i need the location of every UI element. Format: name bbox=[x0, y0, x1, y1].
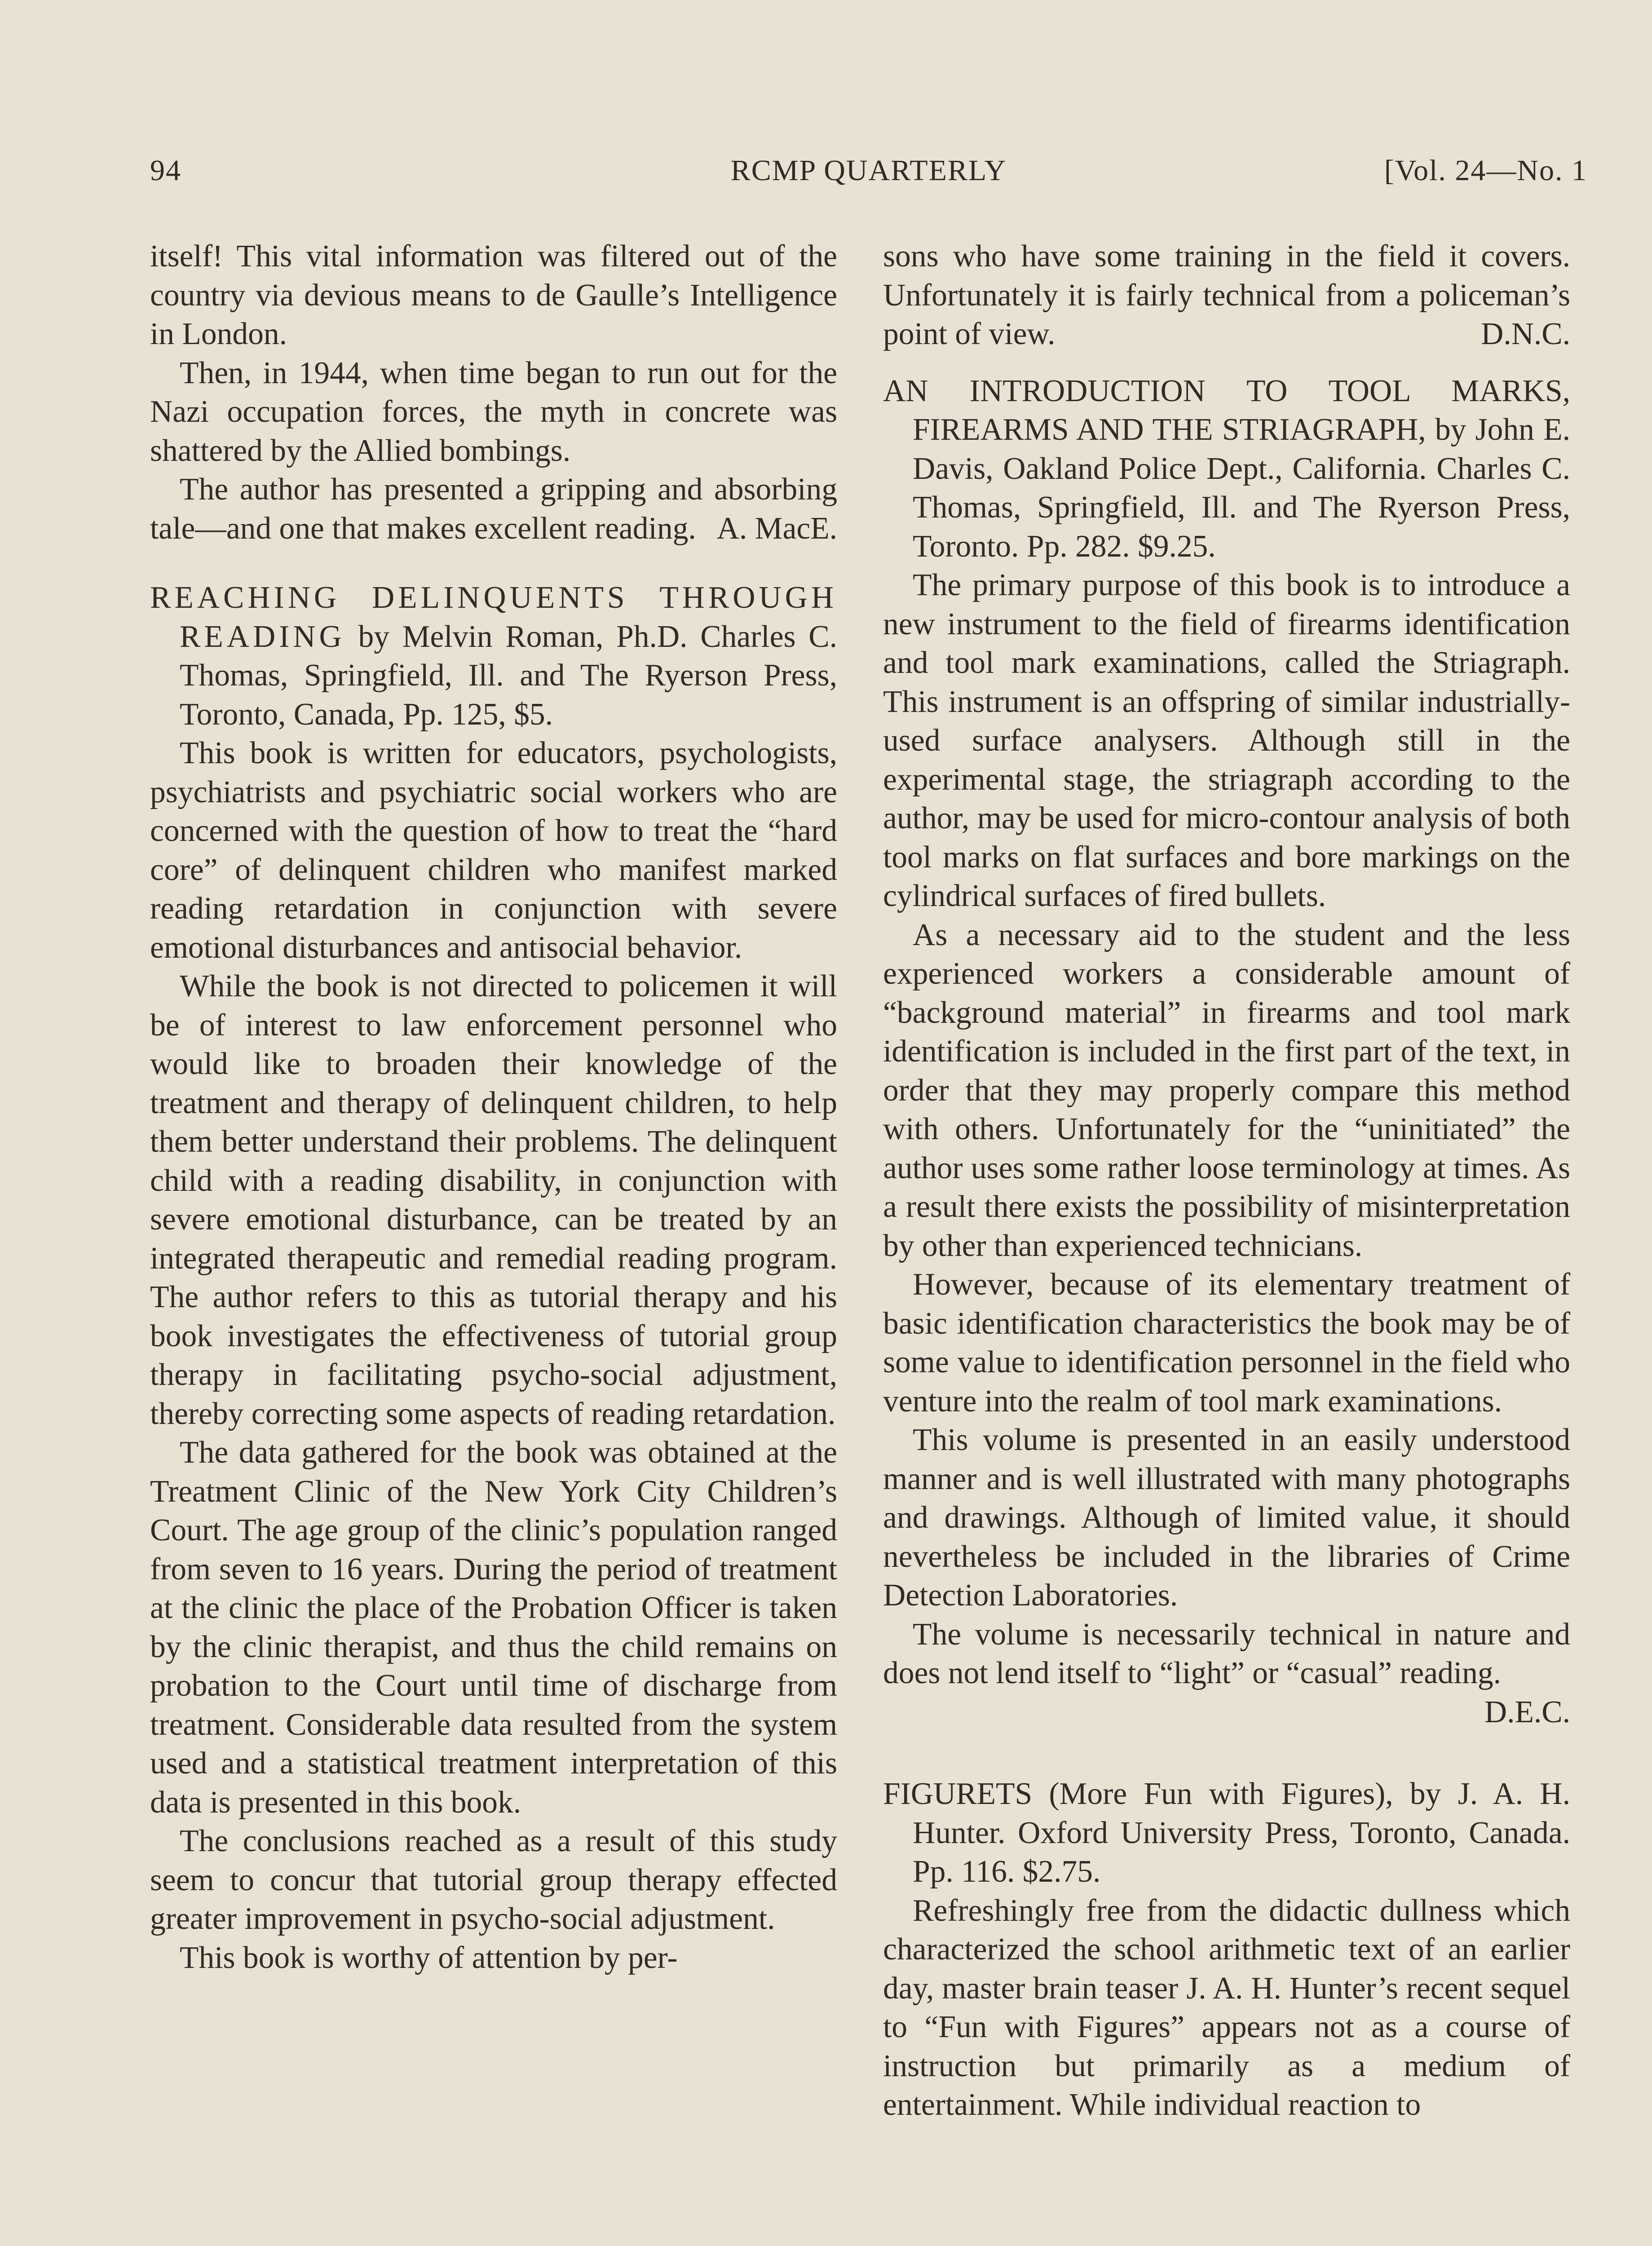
paragraph: This volume is presented in an easily understood manner and is well illustrated with many photographs and drawings. Although of limited value, it should nevertheless be included in the libraries of Crime Detection Laboratories. bbox=[883, 1423, 1570, 1613]
review-heading bbox=[150, 579, 837, 734]
left-column bbox=[150, 237, 837, 1977]
paragraph: Refreshingly free from the didactic dullness which characterized the school arithmetic text of an earlier day, master brain teaser J. A. H. Hunter’s recent sequel to “Fun with Figures” appears not as a course of instruction but primarily as a medium of entertainment. While individual reaction to bbox=[883, 1893, 1570, 2122]
paragraph-signed bbox=[883, 1615, 1570, 1732]
book-title: AN INTRODUCTION TO TOOL MARKS, FIREARMS AND THE STRIAGRAPH, bbox=[883, 373, 1570, 447]
paragraph: itself! This vital information was filtered out of the country via devious means to de Gaulle’s Intelligence in London. bbox=[150, 239, 837, 351]
review-heading bbox=[883, 372, 1570, 566]
page-number: 94 bbox=[150, 154, 181, 187]
journal-title: RCMP QUARTERLY bbox=[730, 154, 1007, 187]
book-citation: by John E. Davis, Oakland Police Dept., California. Charles C. Thomas, Springfield, Ill. and The Ryerson Press, Toronto. Pp. 282. $9.25. bbox=[913, 412, 1570, 564]
book-citation: by Melvin Roman, Ph.D. Charles C. Thomas, Springfield, Ill. and The Ryerson Press, Toronto, Canada, Pp. 125, $5. bbox=[180, 619, 837, 732]
reviewer-signature: A. MacE. bbox=[716, 511, 837, 546]
reviewer-signature: D.E.C. bbox=[1484, 1694, 1570, 1729]
paragraph-signed bbox=[150, 470, 837, 548]
paragraph-text: sons who have some training in the field it covers. Unfortunately it is fairly technical from a policeman’s point of view. bbox=[883, 239, 1570, 351]
paragraph: This book is worthy of attention by per- bbox=[180, 1940, 678, 1975]
paragraph: As a necessary aid to the student and the less experienced workers a considerable amount of “background material” in firearms and tool mark identification is included in the first part of the text, in order that they may properly compare this method with others. Unfortunately for the “uninitiated” the author uses some rather loose terminology at times. As a result there exists the possibility of misinterpretation by other than experienced technicians. bbox=[883, 917, 1570, 1263]
paragraph-text: The author has presented a gripping and absorbing tale—and one that makes excellent reading. bbox=[150, 472, 837, 546]
reviewer-signature: D.N.C. bbox=[1481, 317, 1570, 351]
paragraph: The data gathered for the book was obtained at the Treatment Clinic of the New York City Children’s Court. The age group of the clinic’s population ranged from seven to 16 years. During the period of treatment at the clinic the place of the Probation Officer is taken by the clinic therapist, and thus the child remains on probation to the Court until time of discharge from treatment. Considerable data resulted from the system used and a statistical treatment interpretation of this data is presented in this book. bbox=[150, 1435, 837, 1820]
paragraph: While the book is not directed to policemen it will be of interest to law enforcement personnel who would like to broaden their knowledge of the treatment and therapy of delinquent children, to help them better understand their problems. The delinquent child with a reading disability, in conjunction with severe emotional disturbance, can be treated by an integrated therapeutic and remedial reading program. The author refers to this as tutorial therapy and his book investigates the effectiveness of tutorial group therapy in facilitating psycho-social adjustment, thereby correcting some aspects of reading retardation. bbox=[150, 969, 837, 1431]
paragraph: This book is written for educators, psychologists, psychiatrists and psychiatric social workers who are concerned with the question of how to treat the “hard core” of delinquent children who manifest marked reading retardation in conjunction with severe emotional disturbances and antisocial behavior. bbox=[150, 736, 837, 965]
page-header bbox=[150, 148, 1587, 198]
book-citation: by J. A. H. Hunter. Oxford University Press, Toronto, Canada. Pp. 116. $2.75. bbox=[913, 1777, 1570, 1889]
issue-label: [Vol. 24—No. 1 bbox=[1384, 154, 1587, 187]
book-title: FIGURETS (More Fun with Figures), bbox=[883, 1777, 1393, 1811]
paragraph: The conclusions reached as a result of this study seem to concur that tutorial group therapy effected greater improvement in psycho-social adjustment. bbox=[150, 1824, 837, 1936]
paragraph-signed bbox=[883, 237, 1570, 354]
paragraph: Then, in 1944, when time began to run out for the Nazi occupation forces, the myth in concrete was shattered by the Allied bombings. bbox=[150, 355, 837, 468]
book-title: REACHING DELINQUENTS THROUGH READING bbox=[150, 580, 837, 654]
paragraph-text: The volume is necessarily technical in nature and does not lend itself to “light” or “casual” reading. bbox=[883, 1617, 1570, 1690]
review-heading bbox=[883, 1775, 1570, 1892]
paragraph: However, because of its elementary treatment of basic identification characteristics the book may be of some value to identification personnel in the field who venture into the realm of tool mark examinations. bbox=[883, 1267, 1570, 1419]
paragraph: The primary purpose of this book is to introduce a new instrument to the field of firearms identification and tool mark examinations, called the Striagraph. This instrument is an offspring of similar industrially-used surface analysers. Although still in the experimental stage, the striagraph according to the author, may be used for micro-contour analysis of both tool marks on flat surfaces and bore markings on the cylindrical surfaces of fired bullets. bbox=[883, 568, 1570, 913]
right-column bbox=[883, 237, 1570, 2125]
